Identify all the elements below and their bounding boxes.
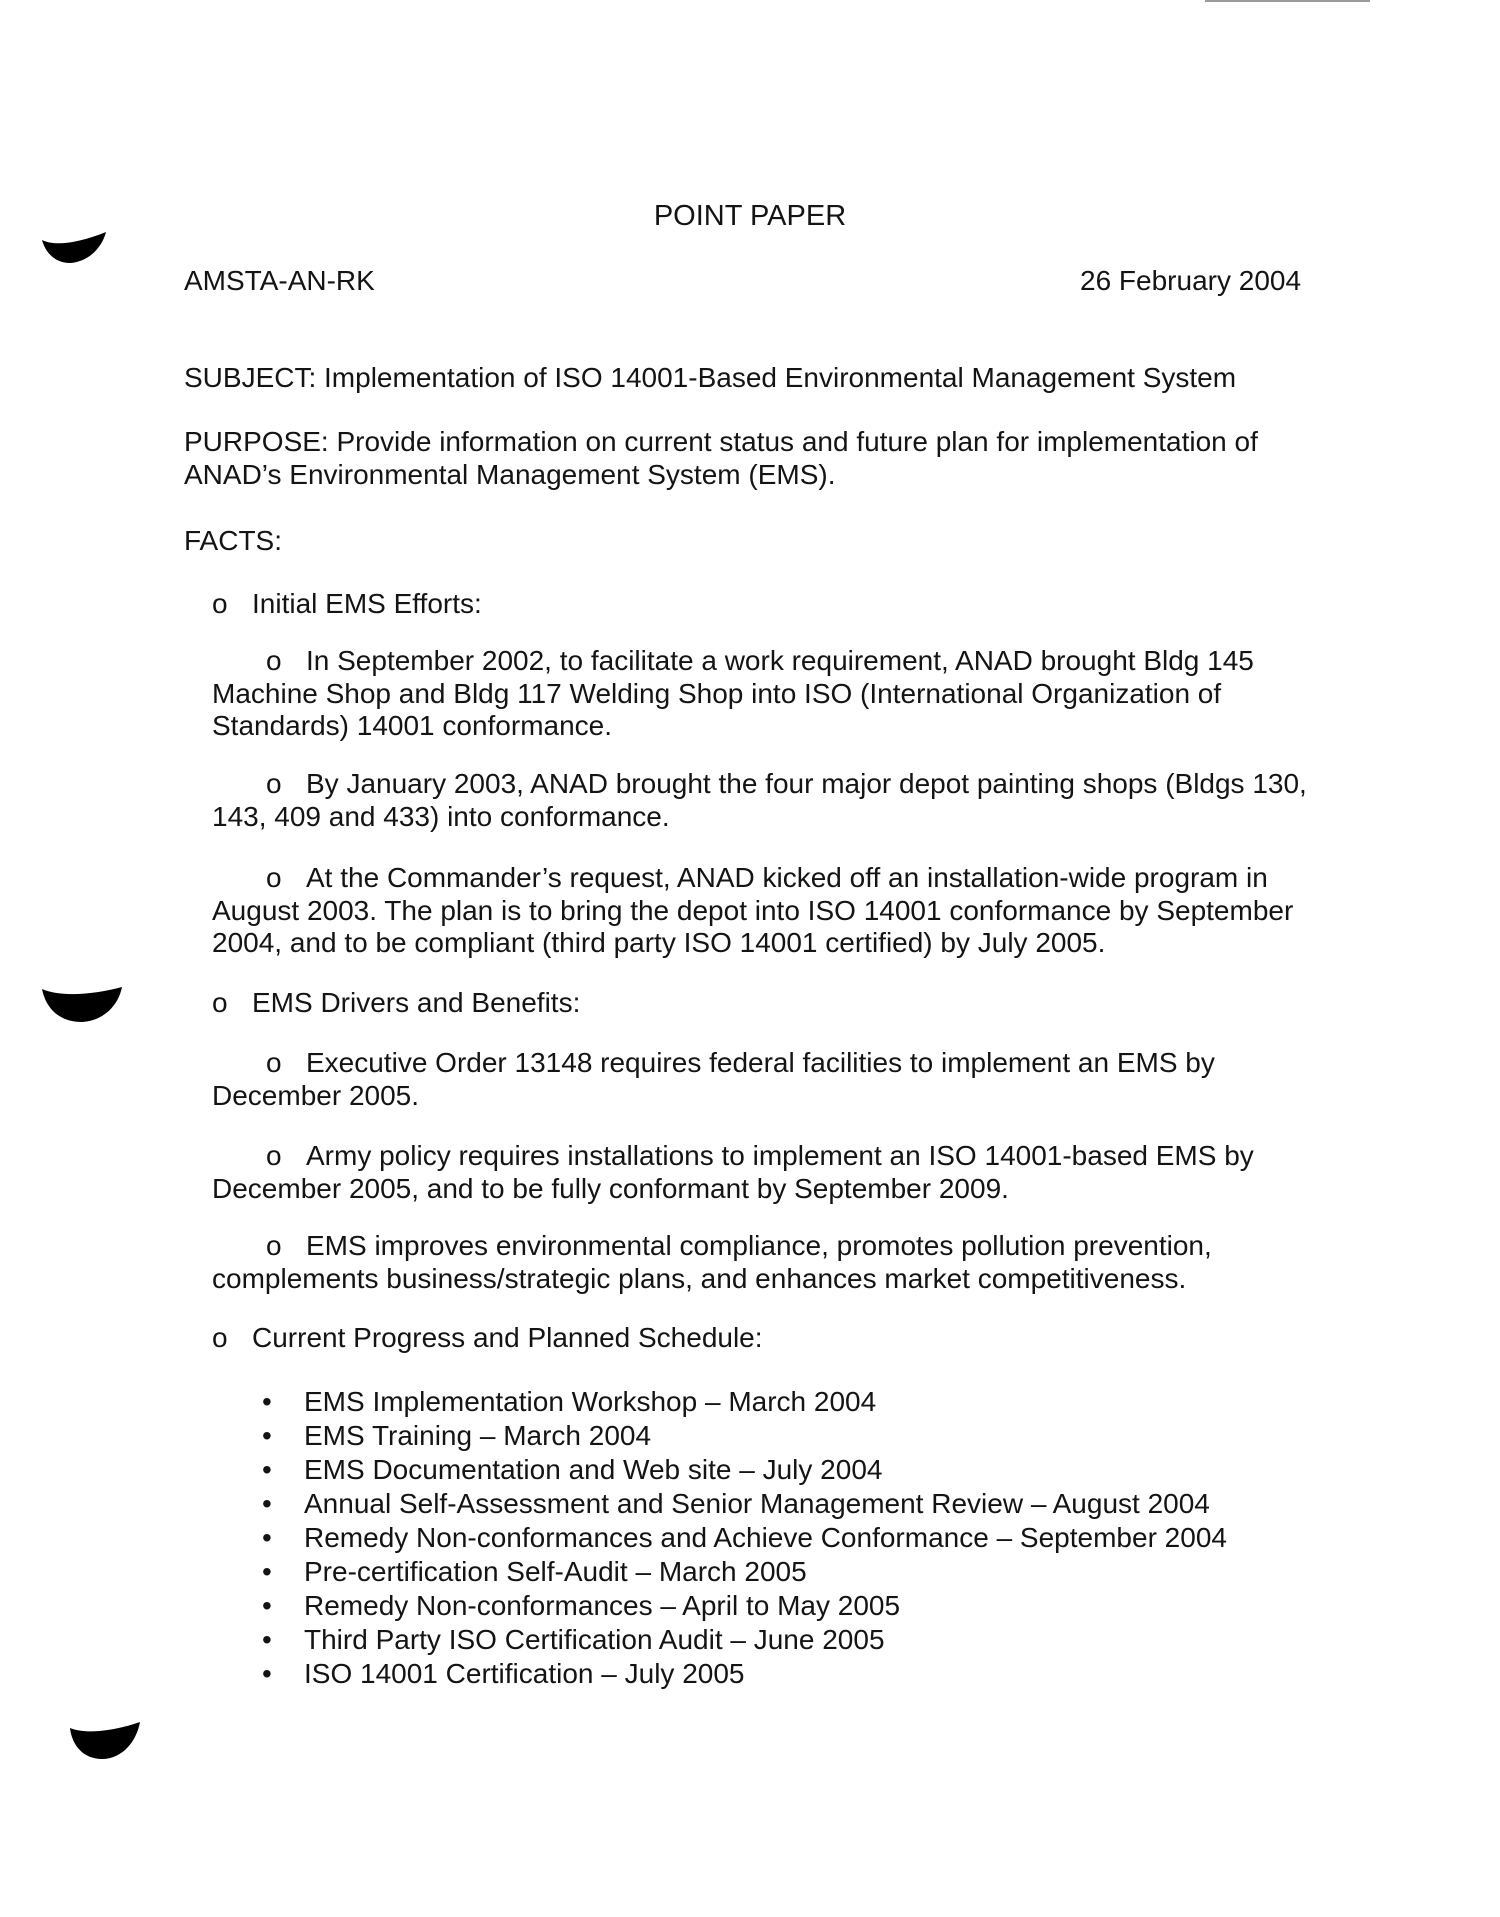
schedule-item: • Third Party ISO Certification Audit – June 2005: [262, 1623, 1227, 1657]
section-heading-drivers-benefits: [212, 987, 580, 1019]
fact-item-text: In September 2002, to facilitate a work requirement, ANAD brought Bldg 145 Machine Shop and Bldg 117 Welding Shop into ISO (International Organization of Standards) 14001 conformance.: [212, 645, 1254, 741]
section-heading-initial-efforts: [212, 588, 482, 620]
bullet-marker: o: [212, 1322, 228, 1353]
bullet-marker: o: [266, 1047, 282, 1078]
punch-hole-mark-middle: [40, 985, 125, 1025]
punch-hole-mark-bottom: [68, 1720, 143, 1762]
bullet-marker: o: [212, 588, 228, 619]
schedule-item: • Pre-certification Self-Audit – March 2005: [262, 1555, 1227, 1589]
schedule-item: • EMS Training – March 2004: [262, 1419, 1227, 1453]
schedule-list: [262, 1385, 1227, 1691]
section-heading-text: Initial EMS Efforts:: [252, 588, 482, 619]
bullet-marker: o: [266, 862, 282, 893]
bullet-marker: o: [266, 1230, 282, 1261]
schedule-item: • Remedy Non-conformances and Achieve Conformance – September 2004: [262, 1521, 1227, 1555]
fact-item: [212, 1047, 1292, 1112]
schedule-item: • Remedy Non-conformances – April to May 2005: [262, 1589, 1227, 1623]
schedule-item: • ISO 14001 Certification – July 2005: [262, 1657, 1227, 1691]
fact-item: [212, 768, 1322, 833]
fact-item-text: At the Commander’s request, ANAD kicked off an installation-wide program in August 2003. The plan is to bring the depot into ISO 14001 conformance by September 2004, and to be compliant (third party ISO 14001 certified) by July 2005.: [212, 862, 1294, 958]
fact-item-text: By January 2003, ANAD brought the four major depot painting shops (Bldgs 130, 143, 409 and 433) into conformance.: [212, 768, 1307, 832]
schedule-item: • EMS Implementation Workshop – March 2004: [262, 1385, 1227, 1419]
document-title: POINT PAPER: [653, 200, 847, 232]
bullet-marker: o: [212, 987, 228, 1018]
bullet-marker: o: [266, 1140, 282, 1171]
scan-edge-line: [1205, 0, 1370, 2]
bullet-marker: o: [266, 645, 282, 676]
fact-item: [212, 645, 1292, 743]
fact-item: [212, 1230, 1292, 1295]
subject-line: SUBJECT: Implementation of ISO 14001-Based Environmental Management System: [184, 362, 1237, 393]
document-date: 26 February 2004: [1080, 265, 1302, 296]
schedule-item: • Annual Self-Assessment and Senior Management Review – August 2004: [262, 1487, 1227, 1521]
section-heading-text: Current Progress and Planned Schedule:: [252, 1322, 763, 1353]
fact-item-text: Army policy requires installations to implement an ISO 14001-based EMS by December 2005, and to be fully conformant by September 2009.: [212, 1140, 1254, 1204]
punch-hole-mark-top: [40, 230, 115, 266]
fact-item: [212, 862, 1322, 960]
section-heading-progress-schedule: [212, 1322, 763, 1354]
section-heading-text: EMS Drivers and Benefits:: [252, 987, 581, 1018]
purpose-paragraph: PURPOSE: Provide information on current status and future plan for implementation of ANAD’s Environmental Management System (EMS).: [184, 426, 1258, 490]
fact-item-text: Executive Order 13148 requires federal facilities to implement an EMS by December 2005.: [212, 1047, 1215, 1111]
office-symbol: AMSTA-AN-RK: [184, 265, 375, 296]
bullet-marker: o: [266, 768, 282, 799]
fact-item: [212, 1140, 1292, 1205]
fact-item-text: EMS improves environmental compliance, promotes pollution prevention, complements business/strategic plans, and enhances market competitiveness.: [212, 1230, 1212, 1294]
facts-label: FACTS:: [184, 525, 283, 556]
schedule-item: • EMS Documentation and Web site – July 2004: [262, 1453, 1227, 1487]
